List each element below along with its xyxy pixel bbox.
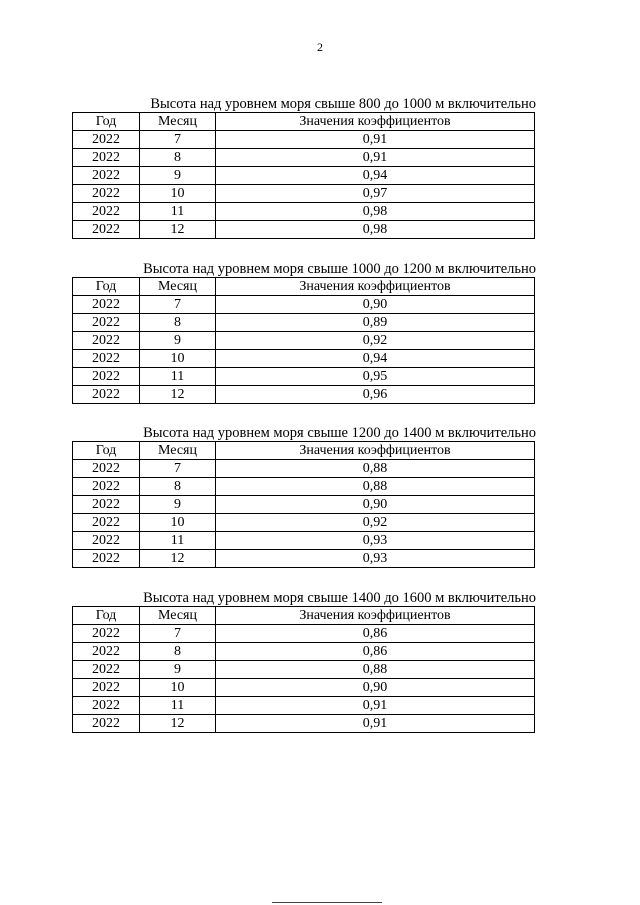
table-cell: 10: [140, 679, 216, 697]
table-cell: 0,88: [216, 478, 535, 496]
table-cell: 2022: [73, 679, 140, 697]
table-row: [73, 550, 535, 568]
table-cell: 0,86: [216, 625, 535, 643]
table-cell: 12: [140, 221, 216, 239]
table-cell: 0,88: [216, 661, 535, 679]
column-header: Месяц: [140, 278, 216, 296]
table-row: [73, 368, 535, 386]
table-header-row: [73, 278, 535, 296]
table-row: [73, 386, 535, 404]
coefficient-table: [72, 112, 535, 239]
column-header: Значения коэффициентов: [216, 278, 535, 296]
table-cell: 2022: [73, 514, 140, 532]
coefficient-table: [72, 606, 535, 733]
table-cell: 8: [140, 478, 216, 496]
table-cell: 0,96: [216, 386, 535, 404]
table-cell: 0,89: [216, 314, 535, 332]
table-row: [73, 514, 535, 532]
table-cell: 2022: [73, 496, 140, 514]
table-cell: 2022: [73, 697, 140, 715]
table-row: [73, 496, 535, 514]
table-row: [73, 697, 535, 715]
table-cell: 2022: [73, 296, 140, 314]
table-cell: 0,92: [216, 514, 535, 532]
table-cell: 0,88: [216, 460, 535, 478]
table-cell: 7: [140, 131, 216, 149]
table-title: Высота над уровнем моря свыше 1200 до 1400 м включительно: [143, 425, 536, 441]
table-cell: 0,90: [216, 296, 535, 314]
table-cell: 12: [140, 715, 216, 733]
table-cell: 7: [140, 296, 216, 314]
column-header: Месяц: [140, 607, 216, 625]
table-cell: 8: [140, 314, 216, 332]
table-cell: 12: [140, 386, 216, 404]
table-cell: 7: [140, 460, 216, 478]
coefficient-table-section: [72, 261, 534, 404]
table-cell: 8: [140, 149, 216, 167]
column-header: Значения коэффициентов: [216, 607, 535, 625]
table-header-row: [73, 607, 535, 625]
table-row: [73, 643, 535, 661]
column-header: Значения коэффициентов: [216, 113, 535, 131]
table-cell: 2022: [73, 386, 140, 404]
table-cell: 0,90: [216, 496, 535, 514]
table-row: [73, 314, 535, 332]
table-row: [73, 625, 535, 643]
table-header-row: [73, 442, 535, 460]
table-row: [73, 661, 535, 679]
bottom-divider: [272, 902, 382, 903]
table-cell: 2022: [73, 350, 140, 368]
coefficient-table: [72, 441, 535, 568]
table-cell: 2022: [73, 149, 140, 167]
table-cell: 2022: [73, 167, 140, 185]
table-cell: 0,91: [216, 149, 535, 167]
table-cell: 8: [140, 643, 216, 661]
table-cell: 2022: [73, 460, 140, 478]
column-header: Месяц: [140, 113, 216, 131]
table-cell: 2022: [73, 625, 140, 643]
table-row: [73, 332, 535, 350]
table-cell: 0,91: [216, 131, 535, 149]
table-cell: 9: [140, 496, 216, 514]
table-cell: 11: [140, 697, 216, 715]
table-cell: 0,98: [216, 221, 535, 239]
table-title: Высота над уровнем моря свыше 1000 до 1200 м включительно: [143, 261, 536, 277]
table-cell: 2022: [73, 532, 140, 550]
table-cell: 0,94: [216, 167, 535, 185]
column-header: Год: [73, 607, 140, 625]
table-cell: 2022: [73, 715, 140, 733]
column-header: Год: [73, 113, 140, 131]
table-cell: 2022: [73, 661, 140, 679]
table-cell: 2022: [73, 332, 140, 350]
table-cell: 10: [140, 514, 216, 532]
table-cell: 2022: [73, 368, 140, 386]
table-cell: 2022: [73, 478, 140, 496]
table-row: [73, 460, 535, 478]
table-cell: 10: [140, 350, 216, 368]
table-cell: 0,86: [216, 643, 535, 661]
coefficient-table: [72, 277, 535, 404]
table-cell: 9: [140, 661, 216, 679]
column-header: Год: [73, 278, 140, 296]
table-cell: 0,97: [216, 185, 535, 203]
table-title: Высота над уровнем моря свыше 800 до 1000 м включительно: [150, 96, 536, 112]
table-cell: 2022: [73, 221, 140, 239]
table-cell: 2022: [73, 643, 140, 661]
table-cell: 2022: [73, 550, 140, 568]
table-row: [73, 221, 535, 239]
table-cell: 9: [140, 167, 216, 185]
coefficient-table-section: [72, 425, 534, 568]
coefficient-table-section: [72, 96, 534, 239]
table-cell: 0,93: [216, 532, 535, 550]
table-cell: 0,91: [216, 715, 535, 733]
column-header: Год: [73, 442, 140, 460]
coefficient-table-section: [72, 590, 534, 733]
table-cell: 0,90: [216, 679, 535, 697]
table-row: [73, 350, 535, 368]
table-row: [73, 203, 535, 221]
table-cell: 2022: [73, 131, 140, 149]
table-cell: 12: [140, 550, 216, 568]
table-cell: 0,93: [216, 550, 535, 568]
table-cell: 0,92: [216, 332, 535, 350]
table-cell: 0,94: [216, 350, 535, 368]
table-header-row: [73, 113, 535, 131]
table-cell: 0,91: [216, 697, 535, 715]
table-cell: 11: [140, 532, 216, 550]
table-cell: 2022: [73, 185, 140, 203]
column-header: Месяц: [140, 442, 216, 460]
table-cell: 9: [140, 332, 216, 350]
table-cell: 2022: [73, 203, 140, 221]
table-title: Высота над уровнем моря свыше 1400 до 1600 м включительно: [143, 590, 536, 606]
page-number: 2: [317, 40, 323, 54]
table-row: [73, 167, 535, 185]
table-row: [73, 679, 535, 697]
table-row: [73, 532, 535, 550]
table-cell: 11: [140, 368, 216, 386]
table-cell: 2022: [73, 314, 140, 332]
table-row: [73, 478, 535, 496]
table-row: [73, 131, 535, 149]
table-cell: 11: [140, 203, 216, 221]
table-row: [73, 715, 535, 733]
table-row: [73, 296, 535, 314]
table-cell: 7: [140, 625, 216, 643]
column-header: Значения коэффициентов: [216, 442, 535, 460]
table-row: [73, 149, 535, 167]
table-row: [73, 185, 535, 203]
table-cell: 0,95: [216, 368, 535, 386]
table-cell: 10: [140, 185, 216, 203]
table-cell: 0,98: [216, 203, 535, 221]
